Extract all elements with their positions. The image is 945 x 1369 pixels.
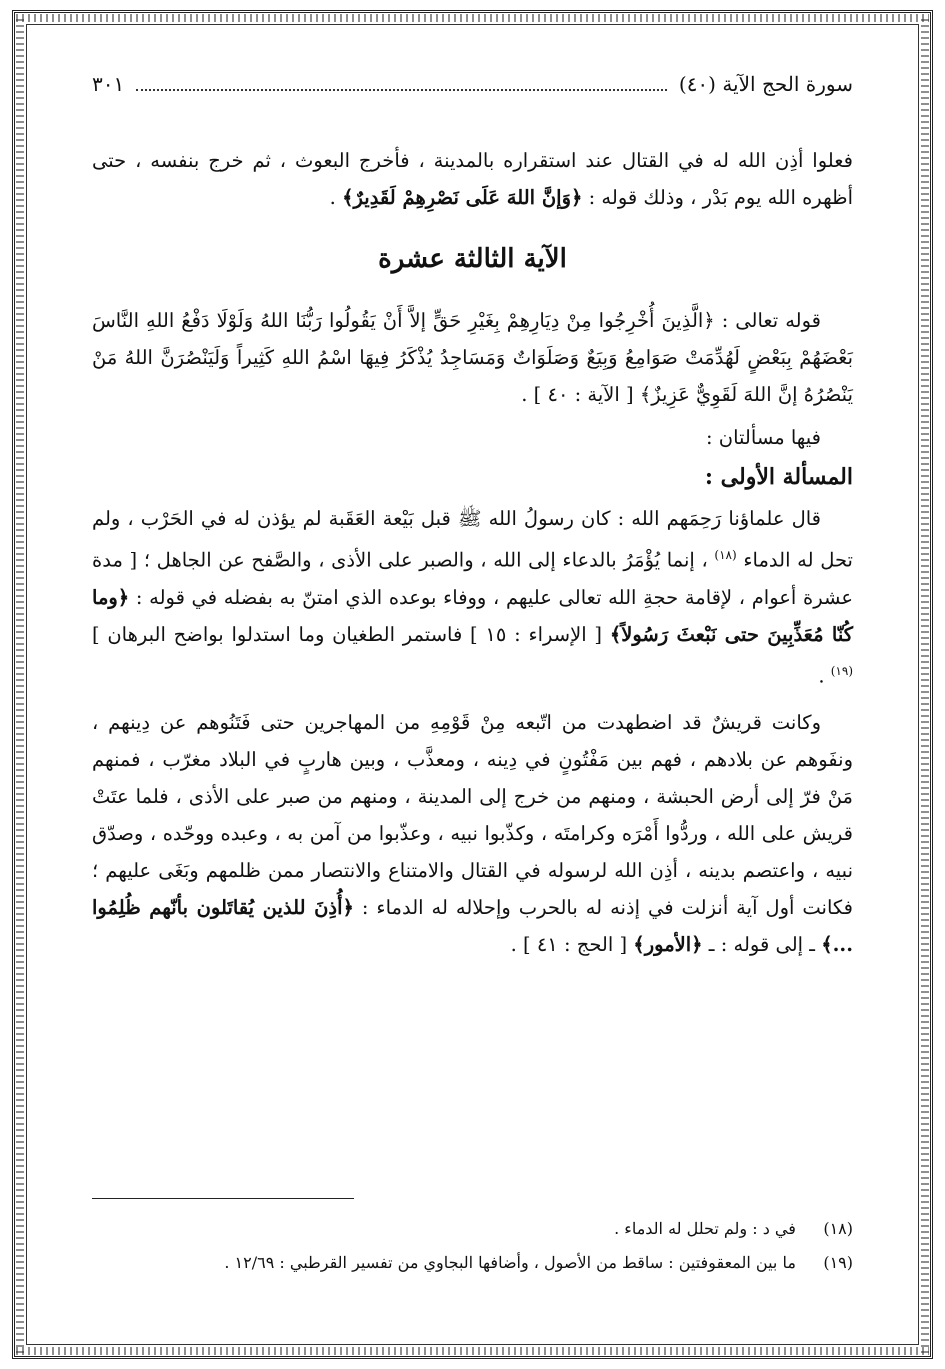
section-title: الآية الثالثة عشرة	[378, 244, 567, 274]
p1-part1: قال علماؤنا رَحِمَهم الله : كان رسولُ الله ﷺ قبل بَيْعة العَقَبة لم يؤذن له في الحَرْب ، ولم تحل له الدماء	[92, 507, 853, 572]
issues-intro: فيها مسألتان :	[706, 426, 821, 449]
intro-end: .	[329, 186, 343, 209]
paragraph-1	[92, 500, 853, 694]
footnote-ref-19: (١٩)	[830, 663, 853, 678]
verse-paragraph	[92, 302, 853, 413]
footnote-text: في د : ولم تحلل له الدماء .	[614, 1219, 796, 1238]
decorative-border-top	[16, 14, 929, 22]
running-header	[92, 72, 853, 112]
p2-end: [ الحج : ٤١ ] .	[510, 933, 634, 956]
footnote-number: (١٨)	[823, 1219, 853, 1238]
p1-part3: [ الإسراء : ١٥ ] فاستمر الطغيان وما استدلوا بواضح البرهان ]	[92, 622, 610, 646]
header-dot-leader	[136, 89, 667, 91]
footnote-separator	[92, 1198, 354, 1199]
quran-quote: ﴿الأمور﴾	[633, 933, 703, 956]
verse-ref: [ الآية : ٤٠ ] .	[521, 383, 640, 406]
paragraph-2	[92, 704, 853, 963]
footnote-item	[92, 1212, 853, 1246]
footnote-item	[92, 1246, 853, 1280]
verse-text: ﴿الَّذِينَ أُخْرِجُوا مِنْ دِيَارِهِمْ بِغَيْرِ حَقٍّ إلاَّ أَنْ يَقُولُوا رَبُّنَا اللهُ وَلَوْلَا دَفْعُ اللهِ النَّاسَ بَعْضَهُمْ بِبَعْضٍ لَهُدِّمَتْ صَوَامِعُ وَبِيَعٌ وَصَلَوَاتٌ وَمَسَاجِدُ يُذْكَرُ فِيهَا اسْمُ اللهِ كَثِيراً وَلَيَنْصُرَنَّ اللهُ مَنْ يَنْصُرُهُ إنَّ اللهَ لَقَوِيٌّ عَزِيزٌ﴾	[92, 309, 853, 406]
page-number: ٣٠١	[92, 72, 125, 96]
running-header-title: سورة الحج الآية (٤٠)	[678, 72, 853, 96]
decorative-border-bottom	[16, 1347, 929, 1355]
quran-quote: ﴿وما كُنّا مُعَذِّبِينَ حتى نَبْعثَ رَسُولاً﴾	[92, 585, 853, 646]
decorative-border-right	[921, 16, 929, 1353]
intro-line-1: فعلوا أذِن الله له في القتال عند استقراره بالمدينة ، فأخرج البعوث ، ثم خرج بنفسه ،	[135, 149, 853, 172]
verse-lead: قوله تعالى :	[714, 309, 821, 332]
footnote-text: ما بين المعقوفتين : ساقط من الأصول ، وأضافها البجاوي من تفسير القرطبي : ١٢/٦٩ .	[224, 1253, 796, 1272]
intro-line-2: حتى أظهره الله يوم بَدْر ، وذلك قوله :	[92, 149, 853, 209]
p2-mid: ـ إلى قوله : ـ	[702, 933, 822, 956]
footnotes	[92, 1212, 853, 1280]
decorative-border-left	[16, 16, 24, 1353]
p2-text: وكانت قريشٌ قد اضطهدت من اتّبعه مِنْ قَوْمِهِ من المهاجرين حتى فَتَنُوهم عن دِينهم ، ونفَوهم عن بلادهم ، فهم بين مَفْتُونٍ في دِينه ، ومعذَّب ، وبين هاربٍ في البلاد مغرّب ، فمنهم مَنْ فرّ إلى أرض الحبشة ، ومنهم من خرج إلى المدينة ، ومنهم من صبر على الأذى ، فلما عتَتْ قريش على الله ، وردُّوا أَمْرَه وكرامتَه ، وكذّبوا نبيه ، وعذّبوا من آمن به ، وعبده ووحّده ، وصدّق نبيه ، واعتصم بدينه ، أذِن الله لرسوله في القتال والامتناع والانتصار ممن ظلمهم وبَغَى عليهم ؛ فكانت أول آية أنزلت في إذنه له بالحرب وإحلاله له الدماء :	[92, 711, 853, 919]
footnote-number: (١٩)	[823, 1253, 853, 1272]
p1-end: .	[818, 664, 831, 687]
quran-quote: ﴿أُذِنَ للذين يُقاتَلون بأنّهم ظُلِمُوا ...﴾	[92, 896, 853, 956]
quran-quote: ﴿وَإنَّ اللهَ عَلَى نَصْرِهِمْ لَقَدِيرٌ﴾	[342, 186, 583, 209]
p1-part2: ، إنما يُؤْمَرُ بالدعاء إلى الله ، والصبر على الأذى ، والصَّفح عن الجاهل ؛ [ مدة عشرة أعوام ، لإقامة حجةِ الله تعالى عليهم ، ووفاء بوعده الذي امتنّ به بفضله في قوله :	[92, 548, 853, 609]
footnote-ref-18: (١٨)	[714, 548, 737, 562]
intro-paragraph	[92, 142, 853, 216]
page-body	[92, 72, 853, 963]
first-issue-title: المسألة الأولى :	[704, 464, 853, 490]
